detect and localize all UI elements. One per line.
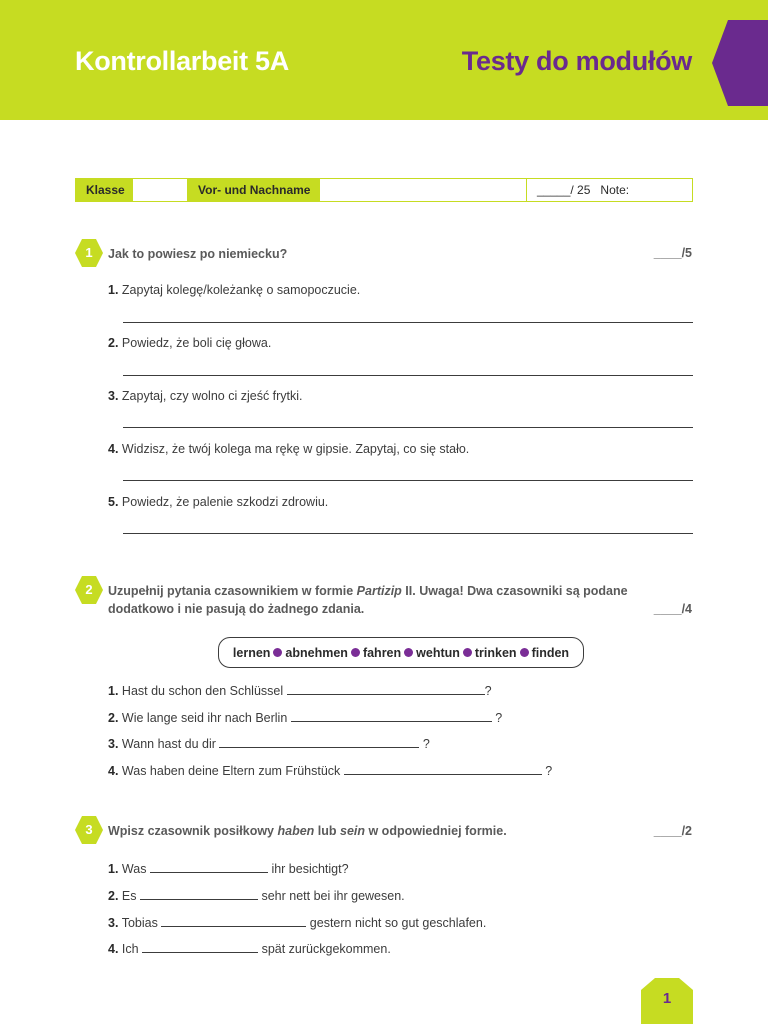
list-item: 5. Powiedz, że palenie szkodzi zdrowiu. <box>108 495 329 509</box>
word-item: finden <box>531 645 570 660</box>
answer-blank[interactable] <box>140 887 258 900</box>
task-score: ____/2 <box>653 824 692 838</box>
answer-line[interactable] <box>123 480 693 481</box>
bullet-icon <box>273 648 282 657</box>
hexagon-tab-icon <box>712 20 768 106</box>
student-info-table <box>75 178 693 202</box>
word-item: fahren <box>362 645 402 660</box>
page-number-badge <box>641 978 693 1024</box>
answer-line[interactable] <box>123 533 693 534</box>
list-item: 3. Wann hast du dir ? <box>108 737 430 751</box>
class-field[interactable] <box>133 179 188 201</box>
bullet-icon <box>520 648 529 657</box>
task-instruction: Uzupełnij pytania czasownikiem w formie Partizip II. Uwaga! Dwa czasowniki są podane dodatkowo i nie pasują do żadnego zdania. <box>108 584 628 616</box>
list-item: 4. Widzisz, że twój kolega ma rękę w gipsie. Zapytaj, co się stało. <box>108 442 470 456</box>
class-label: Klasse <box>76 179 133 201</box>
list-item: 2. Wie lange seid ihr nach Berlin ? <box>108 711 503 725</box>
points-field: _____/ 25 <box>537 183 591 197</box>
answer-line[interactable] <box>123 375 693 376</box>
points-note-cell[interactable] <box>527 179 692 201</box>
name-field[interactable] <box>320 179 527 201</box>
task-score: ____/5 <box>653 246 692 260</box>
answer-line[interactable] <box>123 322 693 323</box>
list-item: 4. Ich spät zurückgekommen. <box>108 942 391 956</box>
answer-blank[interactable] <box>287 682 485 695</box>
bullet-icon <box>404 648 413 657</box>
list-item: 1. Was ihr besichtigt? <box>108 862 349 876</box>
answer-blank[interactable] <box>161 914 306 927</box>
list-item: 2. Powiedz, że boli cię głowa. <box>108 336 272 350</box>
word-item: trinken <box>474 645 517 660</box>
answer-blank[interactable] <box>291 709 492 722</box>
task-number-badge: 3 <box>74 815 104 845</box>
list-item: 1. Hast du schon den Schlüssel ? <box>108 684 492 698</box>
page-header <box>0 0 768 120</box>
list-item: 3. Zapytaj, czy wolno ci zjeść frytki. <box>108 389 303 403</box>
answer-blank[interactable] <box>150 860 268 873</box>
answer-line[interactable] <box>123 427 693 428</box>
task-number-badge: 1 <box>74 238 104 268</box>
test-title: Kontrollarbeit 5A <box>75 46 289 76</box>
word-bank <box>218 637 584 668</box>
answer-blank[interactable] <box>219 735 419 748</box>
word-item: lernen <box>232 645 271 660</box>
note-label: Note: <box>600 183 630 197</box>
list-item: 2. Es sehr nett bei ihr gewesen. <box>108 889 405 903</box>
page-number: 1 <box>662 990 672 1007</box>
task-number-badge: 2 <box>74 575 104 605</box>
task-score: ____/4 <box>653 602 692 616</box>
name-label: Vor- und Nachname <box>188 179 320 201</box>
answer-blank[interactable] <box>142 940 258 953</box>
word-item: wehtun <box>416 645 460 660</box>
word-item: abnehmen <box>285 645 348 660</box>
task-instruction: Jak to powiesz po niemiecku? <box>108 247 288 261</box>
bullet-icon <box>351 648 360 657</box>
list-item: 1. Zapytaj kolegę/koleżankę o samopoczucie. <box>108 283 361 297</box>
task-instruction: Wpisz czasownik posiłkowy haben lub sein w odpowiedniej formie. <box>108 824 507 838</box>
bullet-icon <box>463 648 472 657</box>
list-item: 3. Tobias gestern nicht so gut geschlafen. <box>108 916 487 930</box>
module-label: Testy do modułów <box>461 46 692 76</box>
list-item: 4. Was haben deine Eltern zum Frühstück ? <box>108 764 553 778</box>
answer-blank[interactable] <box>344 762 542 775</box>
